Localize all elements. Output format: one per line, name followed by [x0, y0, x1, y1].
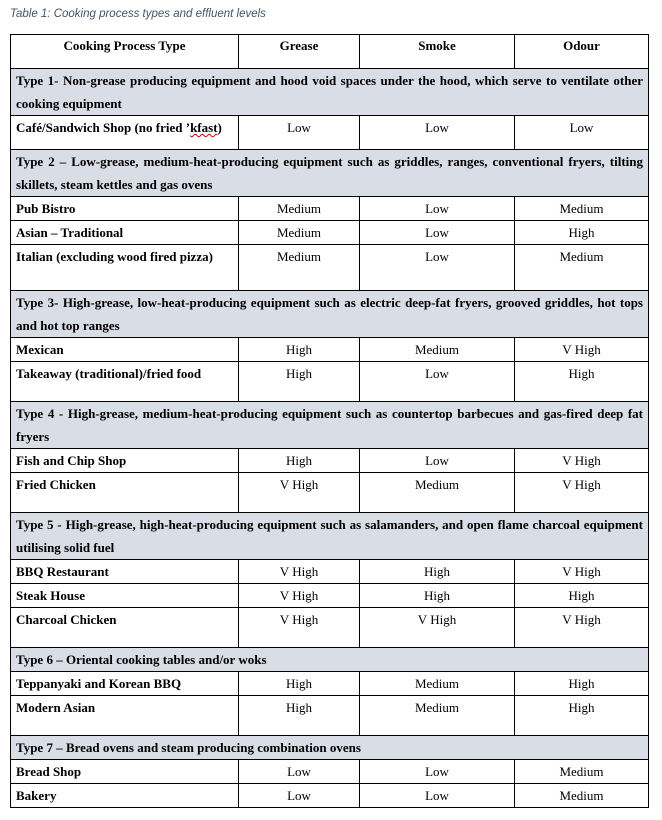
grease-value: High [239, 672, 360, 696]
row-name: Charcoal Chicken [11, 608, 239, 648]
grease-value: High [239, 362, 360, 402]
table-caption: Table 1: Cooking process types and effluent levels [10, 8, 266, 20]
table-row [11, 784, 649, 808]
smoke-value: Low [360, 784, 515, 808]
table-row [11, 760, 649, 784]
odour-value: V High [515, 473, 649, 513]
row-name: Mexican [11, 338, 239, 362]
smoke-value: High [360, 584, 515, 608]
row-name: Steak House [11, 584, 239, 608]
header-row [11, 35, 649, 69]
smoke-value: Low [360, 245, 515, 291]
group-title: Type 2 – Low-grease, medium-heat-producing equipment such as griddles, ranges, conventional fryers, tilting skillets, steam kettles and gas ovens [11, 150, 649, 197]
odour-value: V High [515, 338, 649, 362]
group-title: Type 5 - High-grease, high-heat-producing equipment such as salamanders, and open flame charcoal equipment utilising solid fuel [11, 513, 649, 560]
row-name: Bakery [11, 784, 239, 808]
grease-value: V High [239, 584, 360, 608]
odour-value: Medium [515, 197, 649, 221]
table-row [11, 560, 649, 584]
group-title: Type 7 – Bread ovens and steam producing combination ovens [11, 736, 649, 760]
smoke-value: High [360, 560, 515, 584]
row-name: Pub Bistro [11, 197, 239, 221]
grease-value: Low [239, 760, 360, 784]
grease-value: V High [239, 608, 360, 648]
row-name: Takeaway (traditional)/fried food [11, 362, 239, 402]
grease-value: High [239, 696, 360, 736]
odour-value: Medium [515, 784, 649, 808]
odour-value: High [515, 362, 649, 402]
row-name: Fried Chicken [11, 473, 239, 513]
grease-value: V High [239, 473, 360, 513]
odour-value: V High [515, 608, 649, 648]
group-title: Type 3- High-grease, low-heat-producing equipment such as electric deep-fat fryers, grooved griddles, hot tops and hot top ranges [11, 291, 649, 338]
group-row-type-2 [11, 150, 649, 197]
table-row [11, 338, 649, 362]
table-row [11, 584, 649, 608]
table-row [11, 696, 649, 736]
grease-value: Low [239, 784, 360, 808]
smoke-value: Low [360, 449, 515, 473]
odour-value: High [515, 672, 649, 696]
table-row [11, 362, 649, 402]
row-name: Café/Sandwich Shop (no fried ’kfast) [11, 116, 239, 150]
row-name: Modern Asian [11, 696, 239, 736]
header-odour: Odour [515, 35, 649, 69]
group-title: Type 4 - High-grease, medium-heat-producing equipment such as countertop barbecues and gas-fired deep fat fryers [11, 402, 649, 449]
table-row [11, 449, 649, 473]
table-row [11, 608, 649, 648]
odour-value: Low [515, 116, 649, 150]
row-name: Italian (excluding wood fired pizza) [11, 245, 239, 291]
row-name: Teppanyaki and Korean BBQ [11, 672, 239, 696]
odour-value: V High [515, 449, 649, 473]
grease-value: Medium [239, 197, 360, 221]
smoke-value: V High [360, 608, 515, 648]
row-name: BBQ Restaurant [11, 560, 239, 584]
header-cooking-process-type: Cooking Process Type [11, 35, 239, 69]
smoke-value: Medium [360, 338, 515, 362]
group-row-type-3 [11, 291, 649, 338]
smoke-value: Low [360, 116, 515, 150]
smoke-value: Medium [360, 696, 515, 736]
table-row [11, 473, 649, 513]
group-row-type-7 [11, 736, 649, 760]
group-row-type-1 [11, 69, 649, 116]
table-row [11, 197, 649, 221]
smoke-value: Low [360, 760, 515, 784]
spellcheck-flagged-word: kfast [190, 120, 218, 135]
odour-value: V High [515, 560, 649, 584]
table-row [11, 672, 649, 696]
header-smoke: Smoke [360, 35, 515, 69]
row-name: Fish and Chip Shop [11, 449, 239, 473]
table-row [11, 245, 649, 291]
smoke-value: Low [360, 197, 515, 221]
smoke-value: Low [360, 221, 515, 245]
smoke-value: Medium [360, 473, 515, 513]
grease-value: V High [239, 560, 360, 584]
odour-value: Medium [515, 245, 649, 291]
odour-value: High [515, 584, 649, 608]
group-title: Type 6 – Oriental cooking tables and/or woks [11, 648, 649, 672]
group-row-type-6 [11, 648, 649, 672]
group-row-type-5 [11, 513, 649, 560]
table-row [11, 221, 649, 245]
group-title: Type 1- Non-grease producing equipment and hood void spaces under the hood, which serve to ventilate other cooking equipment [11, 69, 649, 116]
table-row [11, 116, 649, 150]
row-name: Bread Shop [11, 760, 239, 784]
grease-value: High [239, 449, 360, 473]
grease-value: Medium [239, 245, 360, 291]
odour-value: High [515, 696, 649, 736]
odour-value: High [515, 221, 649, 245]
effluent-table [10, 34, 649, 808]
smoke-value: Low [360, 362, 515, 402]
header-grease: Grease [239, 35, 360, 69]
grease-value: High [239, 338, 360, 362]
grease-value: Low [239, 116, 360, 150]
odour-value: Medium [515, 760, 649, 784]
grease-value: Medium [239, 221, 360, 245]
row-name: Asian – Traditional [11, 221, 239, 245]
smoke-value: Medium [360, 672, 515, 696]
group-row-type-4 [11, 402, 649, 449]
